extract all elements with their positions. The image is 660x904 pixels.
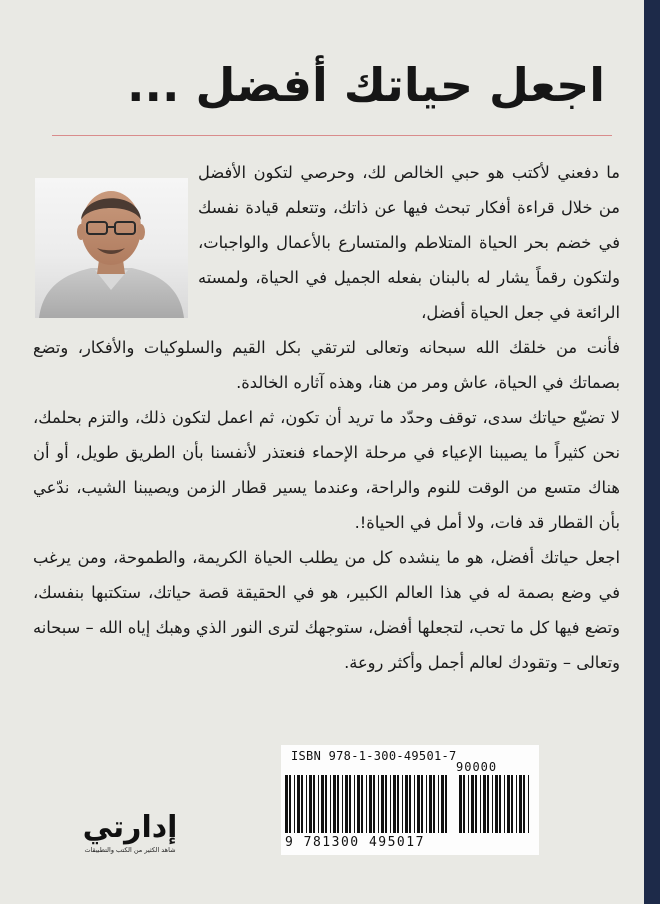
paragraph-intro: ما دفعني لأكتب هو حبي الخالص لك، وحرصي لتكون الأفضل من خلال قراءة أفكار تبحث فيها عن ذاتك، وتتعلم قيادة نفسك في خضم بحر الحياة المتلاطم والمتسارع بالأعمال والواجبات، ولتكون رقماً يشار له بالبنان بفعله الجميل في الحياة، ولمسته الرائعة في جعل الحياة أفضل، bbox=[198, 163, 620, 322]
barcode-bar bbox=[378, 775, 379, 833]
barcode-bar bbox=[390, 775, 391, 833]
back-cover-text bbox=[33, 155, 620, 680]
barcode-bar bbox=[337, 775, 339, 833]
barcode-bar bbox=[309, 775, 312, 833]
barcode-bar bbox=[507, 775, 510, 833]
barcode-bar bbox=[321, 775, 324, 833]
barcode-bar bbox=[369, 775, 372, 833]
barcode-bar bbox=[463, 775, 465, 833]
price-addon-digits: 90000 bbox=[456, 760, 498, 774]
isbn-label: ISBN 978-1-300-49501-7 bbox=[291, 749, 457, 763]
barcode-bar bbox=[381, 775, 384, 833]
barcode-bar bbox=[414, 775, 415, 833]
barcode-bar bbox=[511, 775, 513, 833]
barcode-bar bbox=[441, 775, 444, 833]
barcode-bar bbox=[429, 775, 432, 833]
barcode-bar bbox=[459, 775, 462, 833]
barcode-bar bbox=[492, 775, 493, 833]
barcode-bar bbox=[405, 775, 408, 833]
barcode-bar bbox=[483, 775, 486, 833]
barcode-bar bbox=[468, 775, 469, 833]
paragraph-purpose: فأنت من خلقك الله سبحانه وتعالى لترتقي بكل القيم والسلوكيات والأفكار، وتضع بصماتك في الحياة، عاش ومر من هنا، وهذه آثاره الخالدة. bbox=[33, 338, 620, 392]
paragraph-time: لا تضيّع حياتك سدى، توقف وحدّد ما تريد أن تكون، ثم اعمل لتكون ذلك، والتزم بحلمك، نحن كثيراً ما يصيبنا الإعياء في مرحلة الإحماء فنعتذر لأنفسنا بأن الطريق طويل، أو أن هناك متسع من الوقت للنوم والراحة، وعندما يسير قطار الزمن ويصيبنا الشيب، ندّعي بأن القطار قد فات، ولا أمل في الحياة!. bbox=[33, 408, 620, 532]
barcode-bar bbox=[313, 775, 315, 833]
barcode-bar bbox=[499, 775, 501, 833]
barcode-bar bbox=[373, 775, 375, 833]
barcode-bar bbox=[306, 775, 307, 833]
barcode-bar bbox=[318, 775, 319, 833]
barcode-bar bbox=[417, 775, 420, 833]
publisher-tagline: شاهد الكثير من الكتب والتطبيقات bbox=[84, 846, 176, 854]
barcode-bar bbox=[445, 775, 447, 833]
barcode-bar bbox=[301, 775, 303, 833]
barcode-bar bbox=[297, 775, 300, 833]
barcode-bar bbox=[487, 775, 489, 833]
barcode-bar bbox=[471, 775, 474, 833]
barcode-bar bbox=[385, 775, 387, 833]
ean-digits: 9 781300 495017 bbox=[285, 835, 425, 850]
barcode-bar bbox=[426, 775, 427, 833]
barcode-bar bbox=[393, 775, 396, 833]
book-title: اجعل حياتك أفضل ... bbox=[127, 58, 605, 112]
barcode-bar bbox=[354, 775, 355, 833]
title-divider bbox=[52, 135, 612, 136]
barcode-bar bbox=[325, 775, 327, 833]
barcode-bar bbox=[480, 775, 481, 833]
barcode-bar bbox=[361, 775, 363, 833]
barcode-bar bbox=[349, 775, 351, 833]
barcode-bar bbox=[345, 775, 348, 833]
barcode-bar bbox=[342, 775, 343, 833]
barcode-bar bbox=[285, 775, 288, 833]
barcode-bar bbox=[402, 775, 403, 833]
barcode-bar bbox=[504, 775, 505, 833]
barcode-bar bbox=[289, 775, 291, 833]
barcode-bar bbox=[357, 775, 360, 833]
publisher-logo bbox=[75, 810, 185, 855]
barcode-bar bbox=[409, 775, 411, 833]
barcode-bar bbox=[366, 775, 367, 833]
barcode-bar bbox=[397, 775, 399, 833]
publisher-name: إدارتي bbox=[82, 810, 178, 845]
barcode-bar bbox=[333, 775, 336, 833]
barcode-bar bbox=[528, 775, 529, 833]
barcode-bar bbox=[519, 775, 522, 833]
barcode-bar bbox=[330, 775, 331, 833]
barcode-bar bbox=[475, 775, 477, 833]
barcode-bar bbox=[421, 775, 423, 833]
barcode-bar bbox=[438, 775, 439, 833]
barcode-bar bbox=[516, 775, 517, 833]
barcode-bar bbox=[433, 775, 435, 833]
barcode-bar bbox=[294, 775, 295, 833]
paragraph-conclusion: اجعل حياتك أفضل، هو ما ينشده كل من يطلب الحياة الكريمة، والطموحة، ومن يرغب في وضع بصمة له في هذا العالم الكبير، هو في الحقيقة قصة حياتك، ستكتبها بنفسك، وتضع فيها كل ما تحب، لتجعلها أفضل، ستوجهك لترى النور الذي وهبك إياه الله – سبحانه وتعالى – وتقودك لعالم أجمل وأكثر روعة. bbox=[33, 548, 620, 672]
barcode-bar bbox=[495, 775, 498, 833]
spine-strip bbox=[644, 0, 660, 904]
barcode-bar bbox=[523, 775, 525, 833]
